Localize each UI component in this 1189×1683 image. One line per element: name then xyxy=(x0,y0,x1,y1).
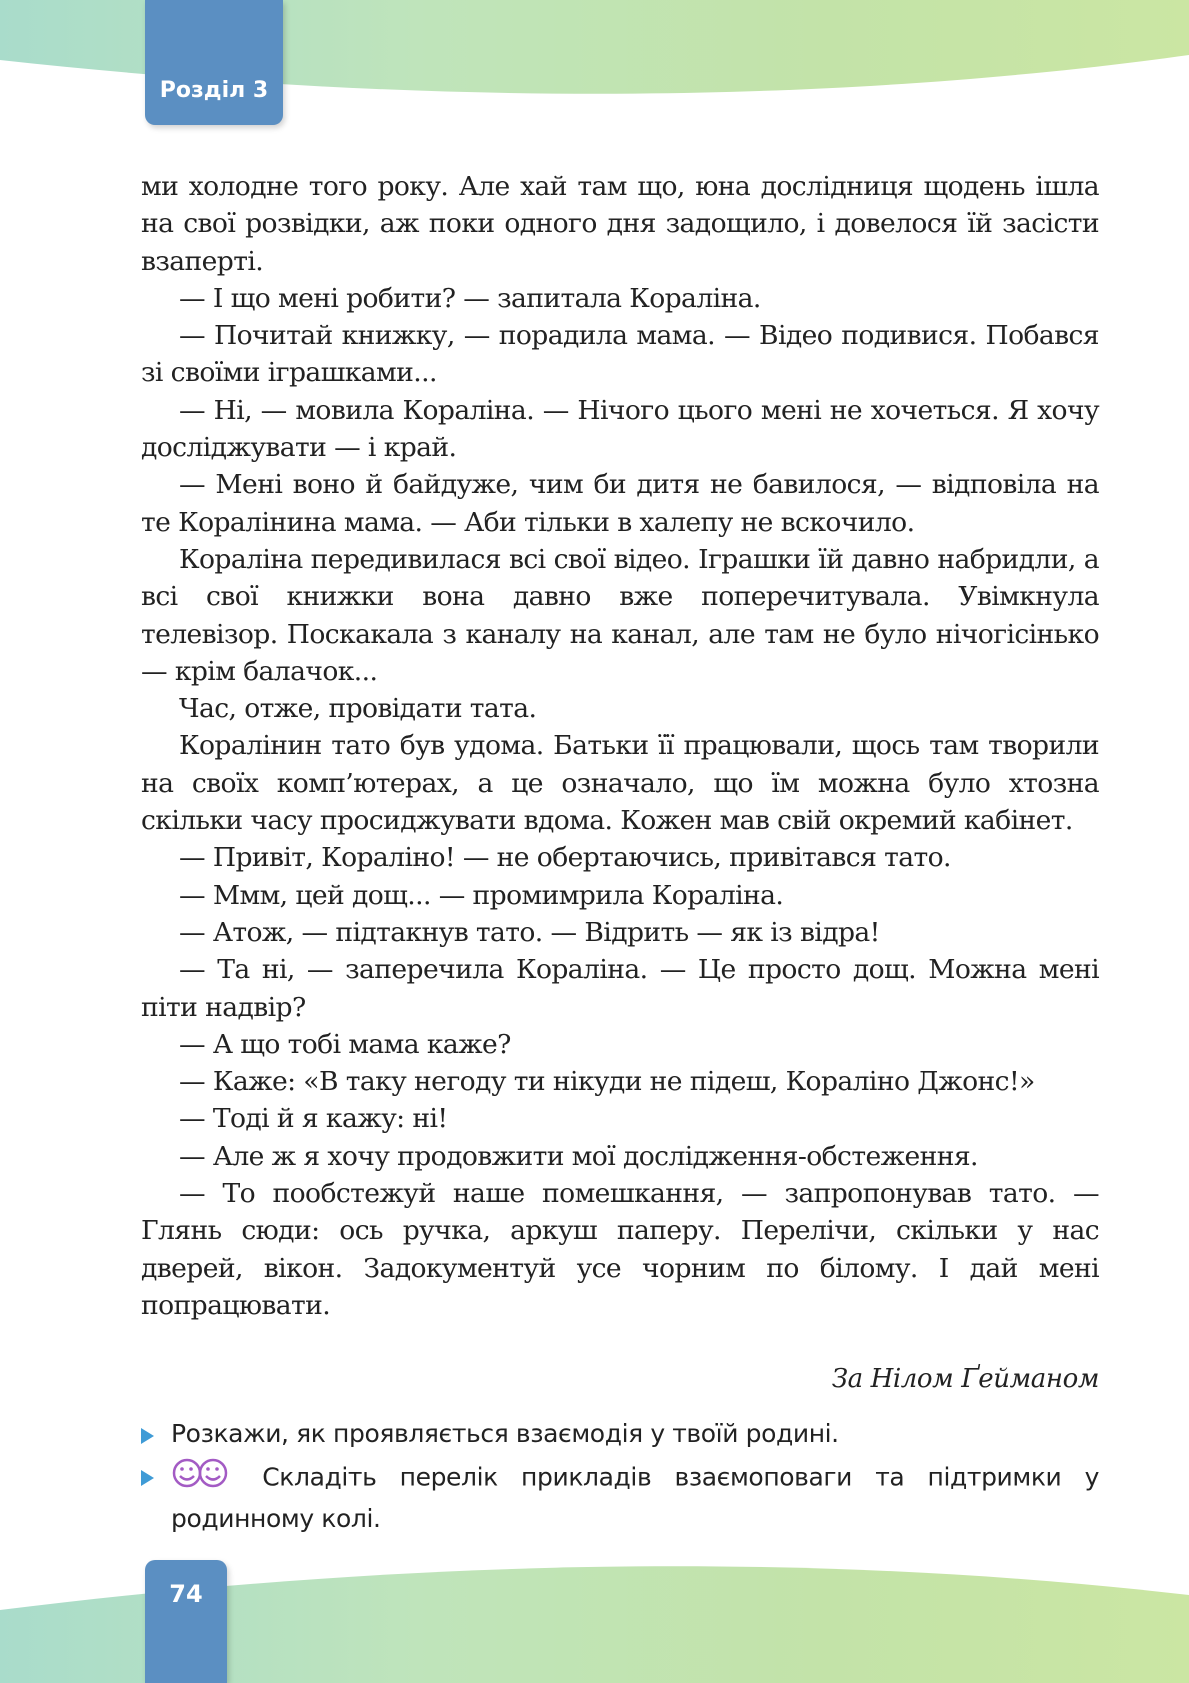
story-paragraph: — Каже: «В таку негоду ти нікуди не підеш, Кораліно Джонс!» xyxy=(179,1066,1035,1098)
story-paragraph: ми холодне того року. Але хай там що, юна дослідниця щодень ішла на свої розвідки, аж поки одного дня задощило, і довелося їй засісти взаперті. xyxy=(141,171,1099,277)
story-paragraph: — Ні, — мовила Кораліна. — Нічого цього мені не хочеться. Я хочу досліджувати — і край. xyxy=(141,394,1099,464)
task-text: Розкажи, як проявляється взаємодія у твоїй родині. xyxy=(171,1419,839,1448)
author-attribution: За Нілом Ґейманом xyxy=(831,1364,1099,1394)
story-paragraph: — Та ні, — заперечила Кораліна. — Це просто дощ. Можна мені піти надвір? xyxy=(141,954,1099,1023)
story-paragraph: — А що тобі мама каже? xyxy=(179,1028,511,1060)
section-tab xyxy=(145,0,283,125)
story-paragraph: — Тоді й я кажу: ні! xyxy=(179,1103,448,1135)
story-paragraph: Час, отже, провідати тата. xyxy=(179,693,537,725)
story-paragraph: Кораліна передивилася всі свої відео. Іграшки їй давно набридли, а всі свої книжки вона давно вже поперечитувала. Увімкнула телевізор. Поскакала з каналу на канал, але там не було нічогісінько — крім балачок... xyxy=(141,543,1099,687)
task-list xyxy=(141,1415,1099,1542)
section-label: Розділ 3 xyxy=(159,78,269,103)
story-paragraph: — Ммм, цей дощ... — промимрила Кораліна. xyxy=(179,879,784,911)
story-paragraph: Коралінин тато був удома. Батьки її працювали, щось там творили на своїх комп’ютерах, а це означало, що їм можна було хтозна скільки часу просиджувати вдома. Кожен мав свій окремий кабінет. xyxy=(141,730,1099,837)
story-paragraph: — Атож, — підтакнув тато. — Відрить — як із відра! xyxy=(179,916,880,948)
task-text: Складіть перелік прикладів взаємоповаги та підтримки у родинному колі. xyxy=(171,1462,1100,1533)
story-paragraph: — І що мені робити? — запитала Кораліна. xyxy=(179,282,761,314)
triangle-bullet-icon xyxy=(141,1428,154,1444)
page-number-tab xyxy=(145,1560,227,1683)
story-paragraph: — Привіт, Кораліно! — не обертаючись, привітався тато. xyxy=(179,842,951,874)
story-paragraph: — Але ж я хочу продовжити мої дослідження-обстеження. xyxy=(179,1140,978,1172)
story-paragraph: — Мені воно й байдуже, чим би дитя не бавилося, — відповіла на те Коралінина мама. — Аби тільки в халепу не вскочило. xyxy=(141,469,1099,538)
story-paragraph: — Почитай книжку, — порадила мама. — Відео подивися. Побався зі своїми іграшками... xyxy=(141,320,1099,389)
story-text xyxy=(141,168,1099,1324)
task-item xyxy=(141,1457,1099,1538)
story-paragraph: — То пообстежуй наше помешкання, — запропонував тато. — Глянь сюди: ось ручка, аркуш паперу. Перелічи, скільки у нас дверей, вікон. Задокументуй усе чорним по білому. І дай мені попрацювати. xyxy=(141,1178,1099,1321)
triangle-bullet-icon xyxy=(141,1470,154,1486)
pair-work-smiles-icon xyxy=(171,1457,235,1500)
page-number: 74 xyxy=(169,1580,203,1608)
task-item xyxy=(141,1415,1099,1453)
